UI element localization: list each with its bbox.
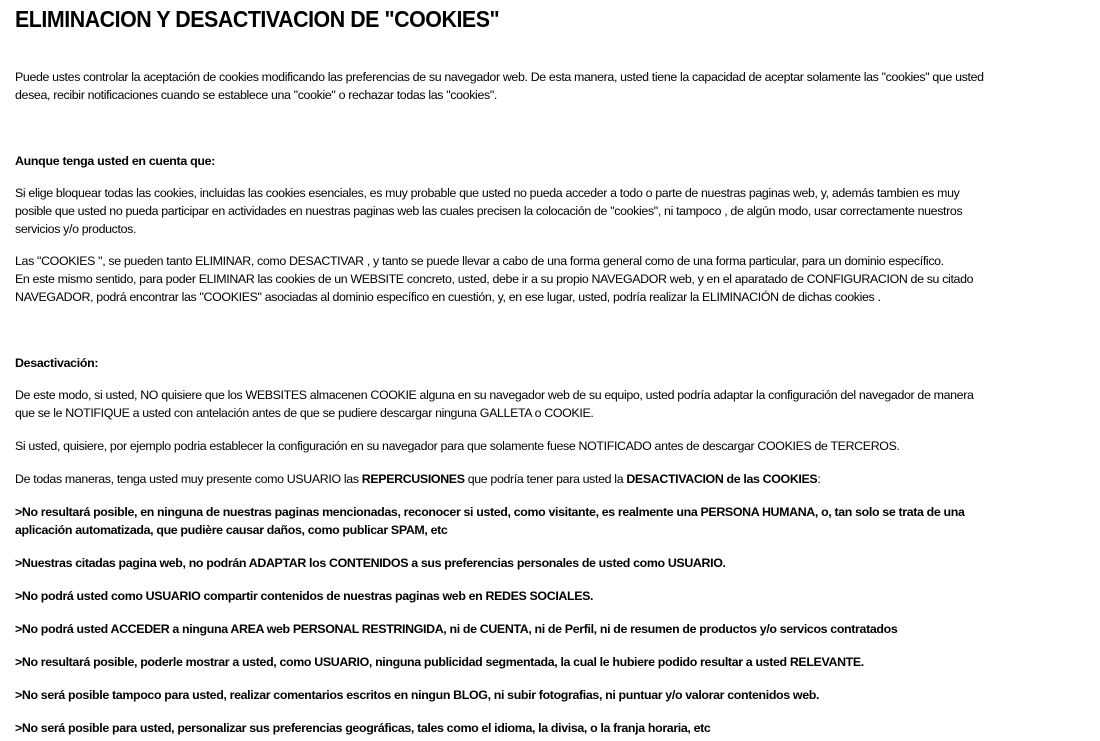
intro-line: Puede ustes controlar la aceptación de cookies modificando las preferencias de su navegador web. De esta manera, usted tiene la capacidad de aceptar solamente las "cookies" que usted [15,70,984,84]
paragraph-line: que se le NOTIFIQUE a usted con antelación antes de que se pudiere descargar ninguna GALLETA o COOKIE. [15,406,594,420]
desactivacion-paragraph-2: Si usted, quisiere, por ejemplo podria establecer la configuración en su navegador para que solamente fuese NOTIFICADO antes de descargar COOKIES de TERCEROS. [15,439,900,453]
consequence-item: >No resultará posible, poderle mostrar a usted, como USUARIO, ninguna publicidad segmentada, la cual le hubiere podido resultar a usted RELEVANTE. [15,655,864,669]
paragraph-line: NAVEGADOR, podrá encontrar las "COOKIES" asociadas al dominio específico en cuestión, y, en ese lugar, usted, podría realizar la ELIMINACIÓN de dichas cookies . [15,290,881,304]
aunque-heading: Aunque tenga usted en cuenta que: [15,154,216,168]
aunque-paragraph-1 [15,184,1075,238]
repercusiones-post: : [817,472,821,486]
paragraph-line: Las "COOKIES ", se pueden tanto ELIMINAR, como DESACTIVAR , y tanto se puede llevar a cabo de una forma general como de una forma particular, para un dominio específico. [15,254,944,268]
paragraph-line: En este mismo sentido, para poder ELIMINAR las cookies de un WEBSITE concreto, usted, debe ir a su propio NAVEGADOR web, y en el aparatado de CONFIGURACION de su citado [15,272,974,286]
page-title: ELIMINACION Y DESACTIVACION DE "COOKIES" [15,6,500,32]
desactivacion-paragraph-1 [15,386,1075,422]
intro-line: desea, recibir notificaciones cuando se establece una "cookie" o rechazar todas las "cookies". [15,88,497,102]
consequence-item: >No será posible tampoco para usted, realizar comentarios escritos en ningun BLOG, ni subir fotografias, ni puntuar y/o valorar contenidos web. [15,688,820,702]
consequence-item: >No será posible para usted, personalizar sus preferencias geográficas, tales como el idioma, la divisa, o la franja horaria, etc [15,721,711,735]
consequence-line: aplicación automatizada, que pudière causar daños, como publicar SPAM, etc [15,523,448,537]
consequence-item: >No podrá usted ACCEDER a ninguna AREA web PERSONAL RESTRINGIDA, ni de CUENTA, ni de Perfil, ni de resumen de productos y/o servicos contratados [15,622,898,636]
consequence-item: >No podrá usted como USUARIO compartir contenidos de nuestras paginas web en REDES SOCIALES. [15,589,594,603]
intro-paragraph [15,68,1075,104]
paragraph-line: De este modo, si usted, NO quisiere que los WEBSITES almacenen COOKIE alguna en su navegador web de su equipo, usted podría adaptar la configuración del navegador de manera [15,388,974,402]
paragraph-line: Si elige bloquear todas las cookies, incluidas las cookies esenciales, es muy probable que usted no pueda acceder a todo o parte de nuestras paginas web, y, además tambien es muy [15,186,960,200]
repercusiones-intro: De todas maneras, tenga usted muy presente como USUARIO las [15,472,362,486]
consequence-item [15,503,1075,539]
paragraph-line: servicios y/o productos. [15,222,137,236]
repercusiones-bold: REPERCUSIONES [361,472,465,486]
desactivacion-heading: Desactivación: [15,356,99,370]
aunque-paragraph-2 [15,252,1075,306]
paragraph-line: posible que usted no pueda participar en actividades en nuestras paginas web las cuales precisen la colocación de "cookies", ni tampoco , de algún modo, usar correctamente nuestros [15,204,963,218]
consequence-item: >Nuestras citadas pagina web, no podrán ADAPTAR los CONTENIDOS a sus preferencias personales de usted como USUARIO. [15,556,726,570]
consequence-line: >No resultará posible, en ninguna de nuestras paginas mencionadas, reconocer si usted, como visitante, es realmente una PERSONA HUMANA, o, tan solo se trata de una [15,505,965,519]
repercusiones-mid: que podría tener para usted la [464,472,627,486]
desactivacion-paragraph-3 [15,470,1075,488]
desactivacion-bold: DESACTIVACION de las COOKIES [626,472,818,486]
